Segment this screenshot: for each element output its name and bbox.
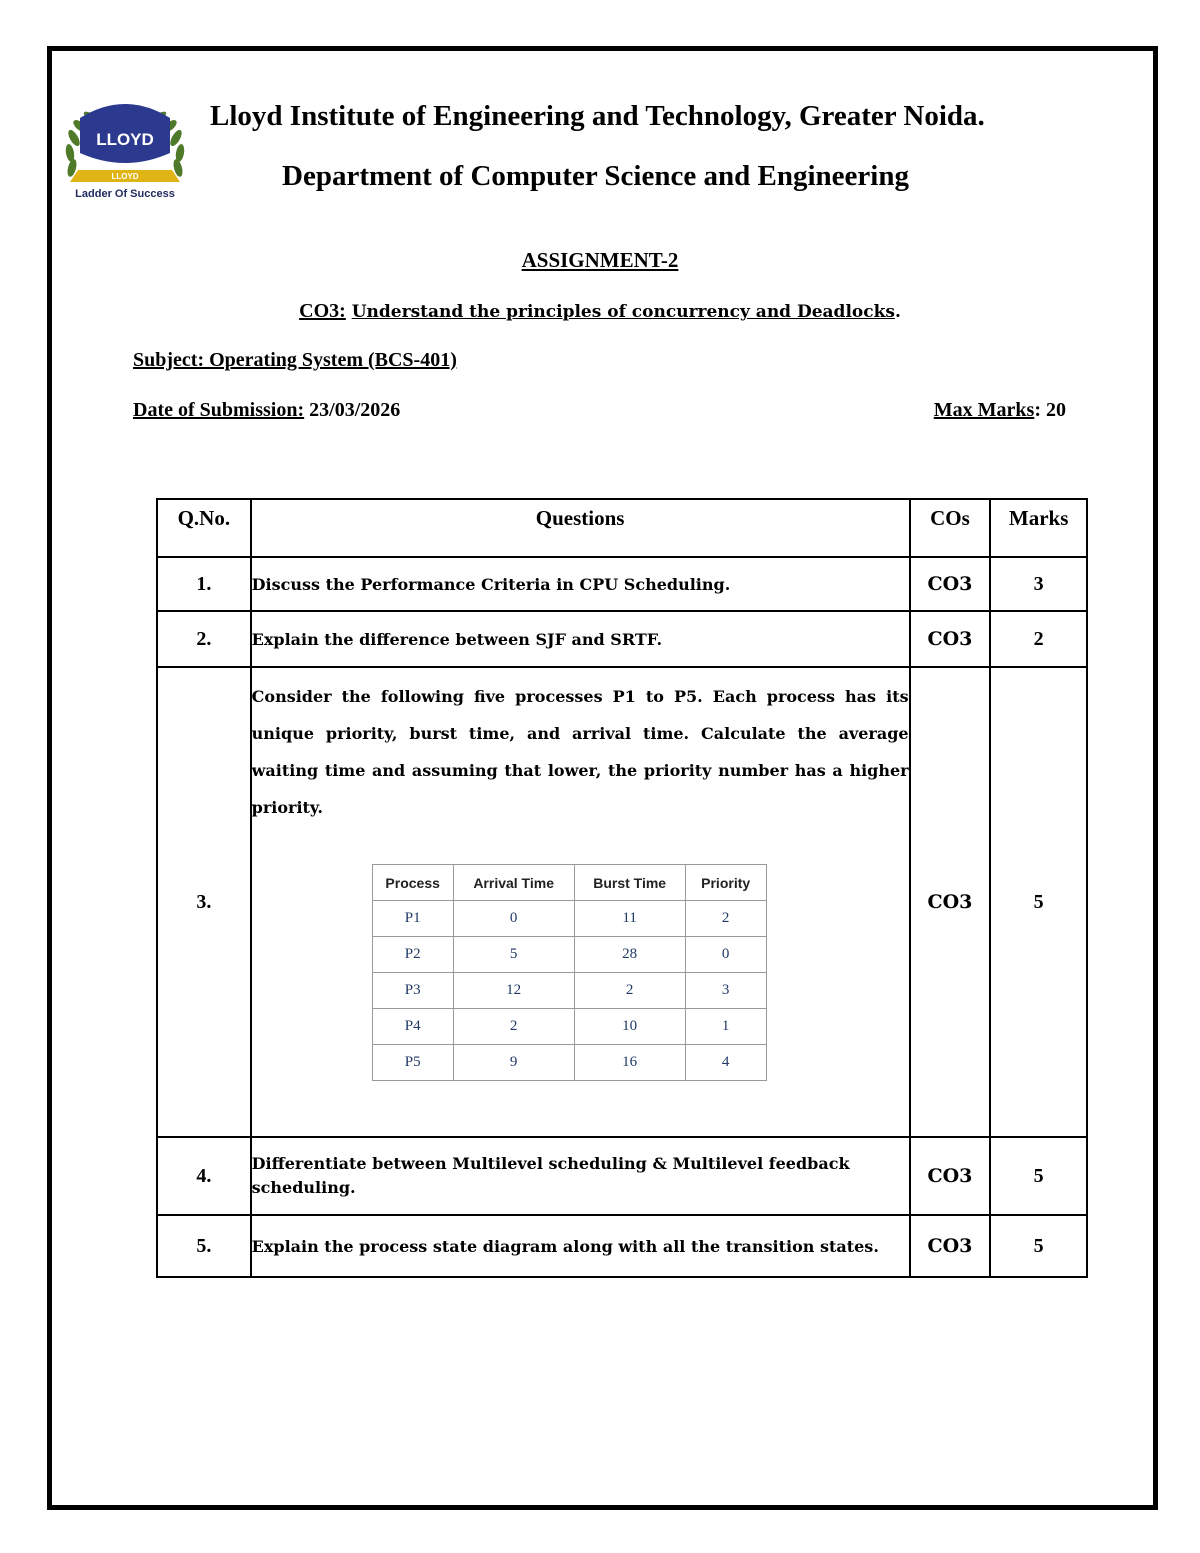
question-text: Discuss the Performance Criteria in CPU Scheduling.	[251, 557, 910, 611]
logo-name: LLOYD	[96, 130, 154, 149]
process-row	[372, 1045, 766, 1081]
process-row	[372, 901, 766, 937]
table-row	[157, 557, 1087, 611]
question-text: Consider the following five processes P1 to P5. Each process has its unique priority, burst time, and arrival time. Calculate the average waiting time and assuming that lower, the priority number has a higher priority.	[251, 687, 909, 817]
table-row	[157, 667, 1087, 1137]
row-marks: 2	[990, 611, 1087, 667]
header-questions: Questions	[251, 499, 910, 557]
process-cell: 9	[453, 1045, 574, 1081]
process-header: Process	[372, 865, 453, 901]
co-text: Understand the principles of concurrency and Deadlocks	[351, 302, 895, 322]
question-cell	[251, 667, 910, 1137]
process-row	[372, 1009, 766, 1045]
row-marks: 3	[990, 557, 1087, 611]
course-outcome-line: CO3: Understand the principles of concurrency and Deadlocks.	[299, 300, 901, 322]
institute-name: Lloyd Institute of Engineering and Technology, Greater Noida.	[210, 100, 985, 132]
department-name: Department of Computer Science and Engineering	[282, 160, 909, 192]
process-header: Arrival Time	[453, 865, 574, 901]
row-number: 1.	[157, 557, 251, 611]
process-cell: 12	[453, 973, 574, 1009]
process-header: Priority	[685, 865, 766, 901]
process-cell: 10	[574, 1009, 685, 1045]
lloyd-logo	[60, 98, 190, 206]
subject-line: Subject: Operating System (BCS-401)	[133, 349, 457, 371]
process-cell: 2	[453, 1009, 574, 1045]
process-table	[372, 864, 767, 1081]
row-co: CO3	[910, 667, 991, 1137]
row-number: 2.	[157, 611, 251, 667]
process-cell: P3	[372, 973, 453, 1009]
logo-sub: LLOYD	[111, 172, 139, 181]
process-cell: 0	[453, 901, 574, 937]
row-co: CO3	[910, 1137, 991, 1215]
header-qno: Q.No.	[157, 499, 251, 557]
header-marks: Marks	[990, 499, 1087, 557]
process-header-row	[372, 865, 766, 901]
question-text: Explain the difference between SJF and SRTF.	[251, 611, 910, 667]
process-cell: P5	[372, 1045, 453, 1081]
row-co: CO3	[910, 557, 991, 611]
table-row	[157, 1137, 1087, 1215]
process-cell: P1	[372, 901, 453, 937]
row-marks: 5	[990, 1137, 1087, 1215]
process-cell: 11	[574, 901, 685, 937]
process-cell: P2	[372, 937, 453, 973]
process-cell: 2	[685, 901, 766, 937]
process-row	[372, 973, 766, 1009]
table-row	[157, 611, 1087, 667]
table-row	[157, 1215, 1087, 1277]
process-header: Burst Time	[574, 865, 685, 901]
row-co: CO3	[910, 1215, 991, 1277]
assignment-title: ASSIGNMENT-2	[521, 248, 679, 272]
question-text: Differentiate between Multilevel scheduling & Multilevel feedback scheduling.	[251, 1137, 910, 1215]
process-cell: 1	[685, 1009, 766, 1045]
logo-tagline: Ladder Of Success	[75, 188, 175, 200]
row-marks: 5	[990, 667, 1087, 1137]
row-co: CO3	[910, 611, 991, 667]
process-cell: 28	[574, 937, 685, 973]
row-number: 5.	[157, 1215, 251, 1277]
header-cos: COs	[910, 499, 991, 557]
row-marks: 5	[990, 1215, 1087, 1277]
process-cell: 2	[574, 973, 685, 1009]
process-cell: 0	[685, 937, 766, 973]
process-cell: P4	[372, 1009, 453, 1045]
submission-date: Date of Submission: 23/03/2026	[133, 399, 401, 421]
row-number: 4.	[157, 1137, 251, 1215]
process-cell: 4	[685, 1045, 766, 1081]
co-label: CO3:	[299, 300, 346, 322]
table-header-row	[157, 499, 1087, 557]
process-cell: 3	[685, 973, 766, 1009]
max-marks: Max Marks: 20	[933, 399, 1066, 421]
questions-table	[156, 498, 1088, 1278]
row-number: 3.	[157, 667, 251, 1137]
process-row	[372, 937, 766, 973]
process-cell: 5	[453, 937, 574, 973]
process-cell: 16	[574, 1045, 685, 1081]
question-text: Explain the process state diagram along with all the transition states.	[251, 1215, 910, 1277]
